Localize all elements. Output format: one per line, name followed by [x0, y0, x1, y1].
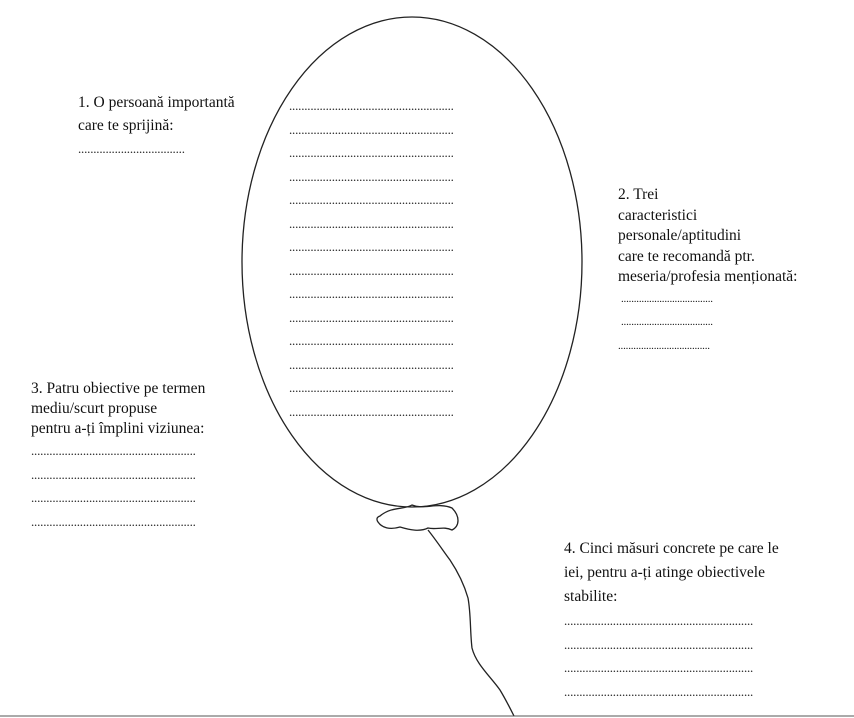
section-1-answer-line[interactable]: ................................... — [78, 141, 185, 156]
section-3-answer-line[interactable]: ...................................................... — [31, 513, 196, 529]
section-3-line: mediu/scurt propuse — [31, 400, 158, 417]
section-2-answer-line[interactable]: .................................... — [621, 292, 713, 305]
balloon-answer-line[interactable]: ...................................................... — [289, 262, 454, 278]
balloon-answer-line[interactable]: ...................................................... — [289, 98, 454, 113]
balloon-answer-line[interactable]: ...................................................... — [289, 286, 454, 301]
section-4-line: iei, pentru a-ți atinge obiectivele — [564, 564, 765, 581]
section-3-line: 3. Patru obiective pe termen — [31, 380, 206, 397]
balloon-answer-line[interactable]: ...................................................... — [289, 239, 454, 254]
balloon-string — [428, 530, 514, 716]
section-3-answer-line[interactable]: ...................................................... — [31, 466, 196, 482]
section-3-line: pentru a-ți împlini viziunea: — [31, 420, 205, 437]
section-1-line: 1. O persoană importantă — [78, 94, 235, 111]
section-4-line: stabilite: — [564, 588, 618, 605]
balloon-answer-line[interactable]: ...................................................... — [289, 309, 454, 325]
section-2-line: meseria/profesia menționată: — [618, 268, 798, 285]
balloon-answer-line[interactable]: ...................................................... — [289, 192, 454, 207]
balloon-answer-line[interactable]: ...................................................... — [289, 356, 454, 372]
section-4-line: 4. Cinci măsuri concrete pe care le — [564, 540, 779, 557]
balloon-answer-line[interactable]: ...................................................... — [289, 380, 454, 395]
balloon-answer-line[interactable]: ...................................................... — [289, 333, 454, 348]
section-4-answer-line[interactable]: .............................................................. — [564, 636, 754, 652]
section-2-line: 2. Trei — [618, 186, 659, 203]
section-2-answer-line[interactable]: .................................... — [621, 316, 713, 328]
section-4-answer-line[interactable]: .............................................................. — [564, 613, 754, 628]
balloon-answer-line[interactable]: ...................................................... — [289, 168, 454, 184]
section-4-answer-line[interactable]: .............................................................. — [564, 683, 754, 699]
section-2-line: care te recomandă ptr. — [618, 247, 755, 265]
section-3-answer-line[interactable]: ...................................................... — [31, 443, 196, 458]
balloon-answer-lines — [289, 94, 454, 423]
balloon-answer-line[interactable]: ...................................................... — [289, 403, 454, 419]
section-1-line: care te sprijină: — [78, 117, 174, 134]
section-2-line: caracteristici — [618, 206, 698, 224]
balloon-answer-line[interactable]: ...................................................... — [289, 145, 454, 160]
section-3-answer-line[interactable]: ...................................................... — [31, 490, 196, 505]
balloon-knot — [377, 505, 458, 530]
section-2-prompt — [618, 185, 797, 358]
balloon-answer-line[interactable]: ...................................................... — [289, 215, 454, 231]
section-1-prompt — [78, 91, 235, 161]
section-2-answer-line[interactable]: .................................... — [618, 339, 710, 352]
balloon-answer-line[interactable]: ...................................................... — [289, 121, 454, 137]
section-4-prompt — [564, 537, 779, 703]
section-3-prompt — [31, 379, 205, 533]
section-2-line: personale/aptitudini — [618, 227, 742, 244]
section-4-answer-line[interactable]: .............................................................. — [564, 660, 754, 675]
